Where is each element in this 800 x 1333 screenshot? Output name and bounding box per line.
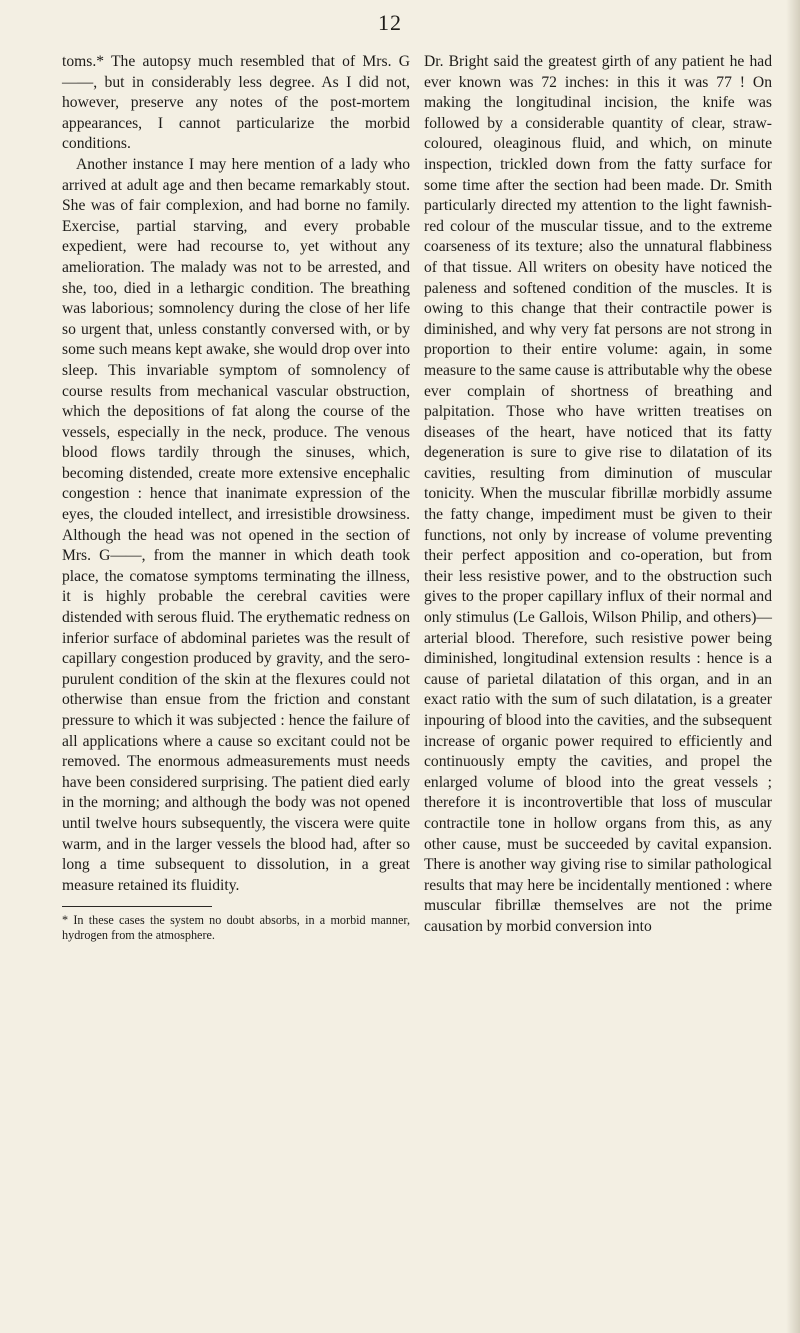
footnote: * In these cases the system no doubt absorbs, in a morbid manner, hydrogen from the atmosphere. (62, 913, 410, 943)
left-column (62, 52, 410, 943)
right-column (424, 52, 772, 938)
right-paragraph-1: Dr. Bright said the greatest girth of any patient he had ever known was 72 inches: in this it was 77 ! On making the longitudinal incision, the knife was followed by a considerable quantity of clear, straw-coloured, oleaginous fluid, and which, on minute inspection, trickled down from the fatty surface for some time after the section had been made. Dr. Smith particularly directed my attention to the light fawnish-red colour of the muscular tissue, and to the extreme coarseness of its texture; also the unnatural flabbiness of that tissue. All writers on obesity have noticed the paleness and softened condition of the muscles. It is owing to this change that their contractile power is diminished, and why very fat persons are not strong in proportion to their entire volume: again, in some measure to the same cause is attributable why the obese ever complain of shortness of breathing and palpitation. Those who have written treatises on diseases of the heart, have noticed that its fatty degeneration is sure to give rise to dilatation of its cavities, resulting from diminution of muscular tonicity. When the muscular fibrillæ morbidly assume the fatty change, impediment must be given to their functions, not only by increase of volume preventing their perfect apposition and co-operation, but from their less resistive power, and to the obstruction such gives to the proper capillary influx of their normal and only stimulus (Le Gallois, Wilson Philip, and others)—arterial blood. Therefore, such resistive power being diminished, longitudinal extension results : hence is a cause of parietal dilatation of this organ, and in an exact ratio with the sum of such dilatation, is a greater inpouring of blood into the cavities, and the subsequent increase of organic power required to efficiently and continuously empty the cavities, and propel the enlarged volume of blood into the great vessels ; therefore it is incontrovertible that loss of muscular contractile tone in hollow organs from this, as any other cause, must be succeeded by cavital expansion. There is another way giving rise to similar pathological results that may here be incidentally mentioned : where muscular fibrillæ themselves are not the prime causation by morbid conversion into (424, 53, 772, 935)
footnote-divider (62, 906, 212, 907)
left-paragraph-2: Another instance I may here mention of a lady who arrived at adult age and then became remarkably stout. She was of fair complexion, and had borne no family. Exercise, partial starving, and every probable expedient, were had recourse to, yet without any amelioration. The malady was not to be arrested, and she, too, died in a lethargic condition. The breathing was laborious; somnolency during the close of her life so urgent that, unless constantly conversed with, or by some such means kept awake, she would drop over into sleep. This invariable symptom of somnolency of course results from mechanical vascular obstruction, which the depositions of fat along the course of the vessels, especially in the neck, produce. The venous blood flows tardily through the sinuses, which, becoming distended, create more extensive encephalic congestion : hence that inanimate expression of the eyes, the clouded intellect, and irresistible drowsiness. Although the head was not opened in the section of Mrs. G——, from the manner in which death took place, the comatose symptoms terminating the illness, it is highly probable the cerebral cavities were distended with serous fluid. The erythematic redness on inferior surface of abdominal parietes was the result of capillary congestion produced by gravity, and the sero-purulent condition of the skin at the flexures could not otherwise than ensue from the friction and constant pressure to which it was subjected : hence the failure of all applications where a cause so excitant could not be removed. The enormous admeasurements must needs have been considered surprising. The patient died early in the morning; and although the body was not opened until twelve hours subsequently, the viscera were quite warm, and in the larger vessels the blood had, after so long a time subsequent to dissolution, in a great measure retained its fluidity. (62, 155, 410, 894)
left-paragraph-1: toms.* The autopsy much resembled that of Mrs. G——, but in considerably less degree. As I did not, however, preserve any notes of the post-mortem appearances, I cannot particularize the morbid conditions. (62, 53, 410, 153)
page-number: 12 (378, 10, 402, 35)
page-edge-shadow (786, 0, 800, 1333)
